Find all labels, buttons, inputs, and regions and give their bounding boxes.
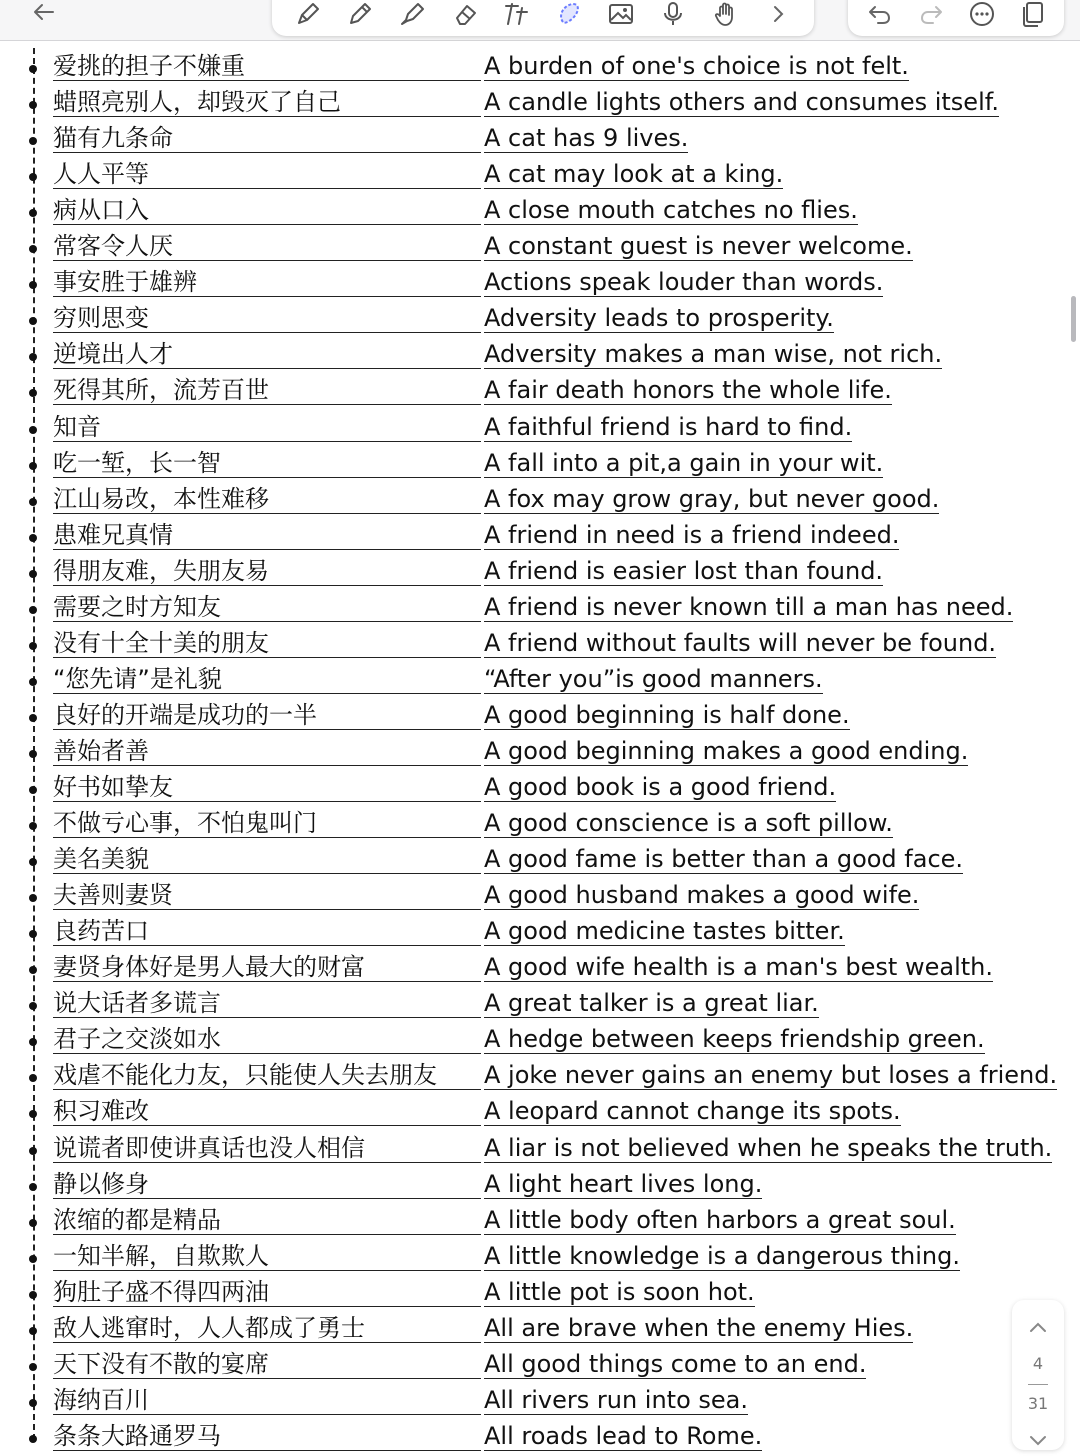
proverb-row: [0, 374, 1080, 410]
proverb-row: [0, 519, 1080, 555]
chevron-right-icon: [764, 0, 792, 28]
proverb-english: A close mouth catches no flies.: [484, 196, 858, 225]
microphone-icon: [659, 0, 687, 28]
microphone-tool-button[interactable]: [656, 0, 690, 31]
proverb-row: [0, 194, 1080, 230]
proverb-chinese: 患难兄真情: [53, 520, 481, 550]
proverb-english: A good fame is better than a good face.: [484, 845, 964, 874]
proverb-row: [0, 735, 1080, 771]
proverb-english: A good book is a good friend.: [484, 773, 837, 801]
proverb-row: [0, 338, 1080, 374]
proverb-row: [0, 591, 1080, 627]
bullet-dot: [29, 65, 37, 73]
proverb-chinese: 不做亏心事，不怕鬼叫门: [53, 808, 481, 838]
pen-tool-button[interactable]: [291, 0, 325, 31]
proverb-english: A fall into a pit,a gain in your wit.: [484, 448, 884, 477]
proverb-row: [0, 266, 1080, 302]
proverb-english: A friend is never known till a man has need.: [484, 592, 1014, 621]
chevron-down-icon[interactable]: [1026, 1428, 1050, 1452]
text-tool-icon: [503, 0, 531, 28]
proverb-row: [0, 807, 1080, 843]
proverb-row: [0, 411, 1080, 447]
proverb-row: [0, 1059, 1080, 1095]
proverb-row: [0, 951, 1080, 987]
proverb-chinese: “您先请”是礼貌: [53, 664, 481, 694]
proverb-english: All are brave when the enemy Hies.: [484, 1313, 914, 1342]
proverb-chinese: 戏虐不能化力友，只能使人失去朋友: [53, 1060, 481, 1090]
bullet-dot: [29, 426, 37, 434]
proverb-english: A constant guest is never welcome.: [484, 232, 913, 261]
more-icon: [968, 0, 996, 28]
proverb-chinese: 人人平等: [53, 159, 481, 189]
bullet-dot: [29, 786, 37, 794]
bullet-dot: [29, 1038, 37, 1046]
proverb-english: A good wife health is a man's best wealth.: [484, 953, 993, 982]
proverb-chinese: 没有十全十美的朋友: [53, 628, 481, 658]
proverb-english: A burden of one's choice is not felt.: [484, 52, 909, 80]
bullet-dot: [29, 245, 37, 253]
pencil-tool-button[interactable]: [343, 0, 377, 31]
proverb-english: A faithful friend is hard to find.: [484, 412, 853, 441]
back-button[interactable]: [22, 0, 66, 32]
proverb-english: All rivers run into sea.: [484, 1385, 749, 1414]
bullet-dot: [29, 678, 37, 686]
image-tool-button[interactable]: [604, 0, 638, 31]
proverb-chinese: 江山易改，本性难移: [53, 484, 481, 514]
proverb-english: Adversity leads to prosperity.: [484, 304, 834, 333]
proverb-row: [0, 1240, 1080, 1276]
proverb-chinese: 事安胜于雄辨: [53, 267, 481, 297]
more-tools-button[interactable]: [761, 0, 795, 31]
bullet-dot: [29, 1435, 37, 1443]
proverb-row: [0, 230, 1080, 266]
proverb-english: A friend in need is a friend indeed.: [484, 520, 900, 549]
bullet-dot: [29, 101, 37, 109]
proverb-row: [0, 1095, 1080, 1131]
proverb-english: A little pot is soon hot.: [484, 1277, 755, 1306]
proverb-chinese: 狗肚子盛不得四两油: [53, 1277, 481, 1307]
page-navigator: [1012, 1300, 1064, 1450]
proverb-chinese: 夫善则妻贤: [53, 880, 481, 910]
bullet-dot: [29, 534, 37, 542]
proverb-row: [0, 555, 1080, 591]
proverb-english: A candle lights others and consumes itself.: [484, 88, 1000, 117]
lasso-tool-button[interactable]: [552, 0, 586, 31]
proverb-english: A good husband makes a good wife.: [484, 881, 920, 910]
bullet-dot: [29, 966, 37, 974]
text-tool-button[interactable]: [500, 0, 534, 31]
proverb-chinese: 需要之时方知友: [53, 592, 481, 622]
bullet-dot: [29, 173, 37, 181]
bullet-dot: [29, 1110, 37, 1118]
proverb-chinese: 吃一堑，长一智: [53, 448, 481, 478]
proverb-row: [0, 302, 1080, 338]
bullet-dot: [29, 1183, 37, 1191]
proverb-row: [0, 1384, 1080, 1420]
proverb-chinese: 知音: [53, 412, 481, 442]
bullet-dot: [29, 894, 37, 902]
proverb-row: [0, 1204, 1080, 1240]
proverb-english: A light heart lives long.: [484, 1169, 763, 1198]
bullet-dot: [29, 1291, 37, 1299]
proverb-chinese: 良药苦口: [53, 916, 481, 946]
proverb-row: [0, 50, 1080, 86]
proverb-row: [0, 1023, 1080, 1059]
top-toolbar: [0, 0, 1080, 41]
proverb-row: [0, 843, 1080, 879]
proverb-chinese: 君子之交淡如水: [53, 1024, 481, 1054]
proverb-chinese: 美名美貌: [53, 844, 481, 874]
proverb-chinese: 条条大路通罗马: [53, 1421, 481, 1451]
proverb-chinese: 好书如挚友: [53, 772, 481, 802]
proverb-row: [0, 1168, 1080, 1204]
proverb-row: [0, 987, 1080, 1023]
bullet-dot: [29, 1002, 37, 1010]
pencil-icon: [346, 0, 374, 28]
hand-tool-button[interactable]: [709, 0, 743, 31]
proverb-chinese: 妻贤身体好是男人最大的财富: [53, 952, 481, 982]
highlighter-tool-button[interactable]: [395, 0, 429, 31]
proverb-row: [0, 122, 1080, 158]
proverb-english: A little body often harbors a great soul.: [484, 1205, 956, 1234]
proverb-english: A cat has 9 lives.: [484, 124, 689, 153]
bullet-dot: [29, 353, 37, 361]
proverb-chinese: 病从口入: [53, 195, 481, 225]
proverb-english: A great talker is a great liar.: [484, 989, 819, 1018]
proverb-row: [0, 447, 1080, 483]
bullet-dot: [29, 1399, 37, 1407]
proverb-chinese: 一知半解，自欺欺人: [53, 1241, 481, 1271]
proverb-english: All good things come to an end.: [484, 1349, 867, 1378]
bullet-dot: [29, 714, 37, 722]
pages-button[interactable]: [1016, 0, 1050, 31]
proverb-english: All roads lead to Rome.: [484, 1421, 763, 1450]
bullet-dot: [29, 462, 37, 470]
proverb-english: A good conscience is a soft pillow.: [484, 809, 893, 838]
proverb-english: A good medicine tastes bitter.: [484, 917, 845, 946]
proverb-row: [0, 1312, 1080, 1348]
bullet-dot: [29, 137, 37, 145]
bullet-dot: [29, 1219, 37, 1227]
proverb-chinese: 说大话者多谎言: [53, 988, 481, 1018]
proverb-row: [0, 1132, 1080, 1168]
bullet-dot: [29, 606, 37, 614]
proverb-english: Actions speak louder than words.: [484, 268, 884, 297]
bullet-dot: [29, 281, 37, 289]
bullet-dot: [29, 1255, 37, 1263]
proverb-chinese: 穷则思变: [53, 303, 481, 333]
current-page-number: 4: [1032, 1354, 1044, 1373]
proverb-row: [0, 699, 1080, 735]
proverb-chinese: 善始者善: [53, 736, 481, 766]
proverb-english: A liar is not believed when he speaks the truth.: [484, 1133, 1053, 1162]
bullet-dot: [29, 498, 37, 506]
proverb-english: A joke never gains an enemy but loses a friend.: [484, 1061, 1058, 1090]
bullet-dot: [29, 389, 37, 397]
bullet-dot: [29, 642, 37, 650]
proverb-row: [0, 1420, 1080, 1456]
bullet-dot: [29, 570, 37, 578]
proverb-chinese: 天下没有不散的宴席: [53, 1349, 481, 1379]
proverb-chinese: 得朋友难，失朋友易: [53, 556, 481, 586]
redo-icon: [917, 0, 945, 28]
proverb-chinese: 爱挑的担子不嫌重: [53, 51, 481, 81]
bullet-dot: [29, 1147, 37, 1155]
proverb-chinese: 积习难改: [53, 1096, 481, 1126]
proverb-english: Adversity makes a man wise, not rich.: [484, 340, 943, 369]
bullet-dot: [29, 822, 37, 830]
redo-button[interactable]: [914, 0, 948, 31]
bullet-dot: [29, 1074, 37, 1082]
proverb-english: A good beginning is half done.: [484, 700, 850, 729]
hand-icon: [712, 0, 740, 28]
proverb-chinese: 海纳百川: [53, 1385, 481, 1415]
highlighter-icon: [398, 0, 426, 28]
proverb-chinese: 说谎者即使讲真话也没人相信: [53, 1133, 481, 1163]
total-pages-number: 31: [1027, 1394, 1049, 1413]
proverb-row: [0, 86, 1080, 122]
image-icon: [607, 0, 635, 28]
proverb-chinese: 静以修身: [53, 1169, 481, 1199]
proverb-english: A friend without faults will never be found.: [484, 628, 997, 657]
more-button[interactable]: [965, 0, 999, 31]
pages-icon: [1019, 0, 1047, 28]
bullet-dot: [29, 750, 37, 758]
proverb-chinese: 猫有九条命: [53, 123, 481, 153]
proverb-english: A little knowledge is a dangerous thing.: [484, 1241, 961, 1270]
bullet-dot: [29, 930, 37, 938]
drawing-tools-bar: [272, 0, 814, 36]
proverb-english: A leopard cannot change its spots.: [484, 1097, 901, 1126]
proverb-chinese: 蜡照亮别人，却毁灭了自己: [53, 87, 481, 117]
proverb-row: [0, 771, 1080, 807]
undo-icon: [866, 0, 894, 28]
scrollbar-thumb[interactable]: [1071, 296, 1076, 342]
proverb-chinese: 敌人逃窜时，人人都成了勇士: [53, 1313, 481, 1343]
proverb-english: A fair death honors the whole life.: [484, 376, 892, 405]
eraser-tool-button[interactable]: [448, 0, 482, 31]
proverb-chinese: 浓缩的都是精品: [53, 1205, 481, 1235]
pen-icon: [294, 0, 322, 28]
chevron-up-icon[interactable]: [1026, 1316, 1050, 1340]
proverb-chinese: 常客令人厌: [53, 231, 481, 261]
history-tools-bar: [848, 0, 1064, 36]
bullet-dot: [29, 209, 37, 217]
proverb-row: [0, 483, 1080, 519]
proverb-chinese: 良好的开端是成功的一半: [53, 700, 481, 730]
proverb-row: [0, 663, 1080, 699]
undo-button[interactable]: [863, 0, 897, 31]
proverb-english: A good beginning makes a good ending.: [484, 736, 969, 765]
bullet-dot: [29, 1327, 37, 1335]
page-divider: [1028, 1384, 1048, 1385]
proverb-row: [0, 915, 1080, 951]
proverb-english: “After you”is good manners.: [484, 664, 823, 693]
proverb-english: A hedge between keeps friendship green.: [484, 1025, 985, 1054]
eraser-icon: [451, 0, 479, 28]
note-page[interactable]: [0, 48, 1080, 1450]
proverb-row: [0, 627, 1080, 663]
bullet-dot: [29, 317, 37, 325]
proverb-row: [0, 1276, 1080, 1312]
back-arrow-icon: [31, 0, 57, 25]
proverb-english: A friend is easier lost than found.: [484, 556, 884, 585]
proverb-chinese: 逆境出人才: [53, 339, 481, 369]
proverb-english: A cat may look at a king.: [484, 160, 784, 189]
proverb-row: [0, 879, 1080, 915]
bullet-dot: [29, 858, 37, 866]
lasso-icon: [555, 0, 583, 28]
proverb-english: A fox may grow gray, but never good.: [484, 484, 940, 513]
proverb-row: [0, 158, 1080, 194]
proverb-row: [0, 1348, 1080, 1384]
proverb-chinese: 死得其所，流芳百世: [53, 375, 481, 405]
bullet-dot: [29, 1363, 37, 1371]
